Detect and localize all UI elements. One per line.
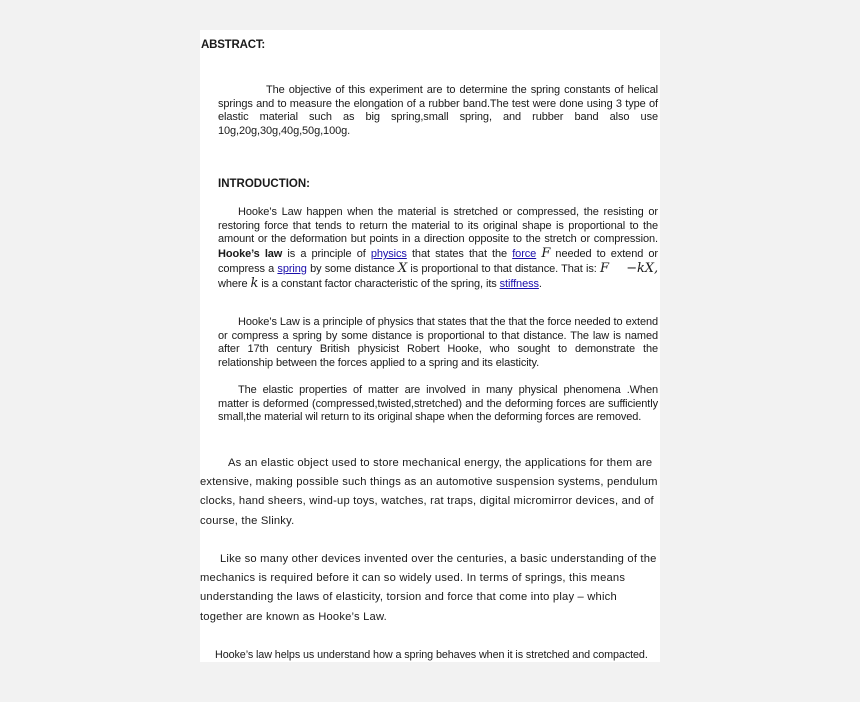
link-physics[interactable]: physics — [370, 248, 407, 261]
intro-paragraph-3: The elastic properties of matter are involved in many physical phenomena .When matter is deformed (compressed,twisted,stretched) and the deforming forces are sufficiently small,the material wil return to its original shape when the deforming forces are removed. — [218, 384, 658, 424]
body-paragraph-2: Like so many other devices invented over the centuries, a basic understanding of the mechanics is required before it can so widely used. In terms of springs, this means understanding the laws of elasticity, torsion and force that come into play – which together are known as Hooke’s Law. — [200, 553, 657, 623]
symbol-x: X — [397, 260, 408, 276]
hookes-law-formula: F −kX, — [599, 260, 658, 276]
abstract-paragraph: The objective of this experiment are to determine the spring constants of helical springs and to measure the elongation of a rubber band.The test were done using 3 type of elastic material such as big spring,small spring, and rubber band also use 10g,20g,30g,40g,50g,100g. — [218, 84, 658, 138]
link-stiffness[interactable]: stiffness — [499, 277, 539, 290]
symbol-f: F — [541, 246, 551, 262]
body-paragraph-3: Hooke’s law helps us understand how a spring behaves when it is stretched and compacted. — [215, 649, 648, 661]
intro-paragraph-1: Hooke’s Law happen when the material is stretched or compressed, the resisting or restoring force that tends to return the material to its original shape is proportional to the amount or the deformation but points in a direction opposite to the stretch or compression. Hooke’s law is a principle of physics that states that the force F needed to extend or compress a spring by some distance X is proportional to that distance. That is: F −kX, where k is a constant factor characteristic of the spring, its stiffness. — [218, 206, 658, 291]
symbol-k: k — [250, 275, 259, 291]
intro-paragraph-2: Hooke’s Law is a principle of physics that states that the that the force needed to extend or compress a spring by some distance is proportional to that distance. The law is named after 17th century British physicist Robert Hooke, who sought to demonstrate the relationship between the forces applied to a spring and its elasticity. — [218, 316, 658, 370]
link-force[interactable]: force — [512, 248, 537, 261]
hookes-law-bold: Hooke’s law — [218, 248, 283, 261]
introduction-heading: INTRODUCTION: — [218, 178, 310, 190]
abstract-heading: ABSTRACT: — [201, 39, 265, 51]
link-spring[interactable]: spring — [277, 262, 307, 275]
body-paragraph-1: As an elastic object used to store mechanical energy, the applications for them are extensive, making possible such things as an automotive suspension systems, pendulum clocks, hand sheers, wind-up toys, watches, rat traps, digital micromirror devices, and of course, the Slinky. — [200, 457, 658, 527]
